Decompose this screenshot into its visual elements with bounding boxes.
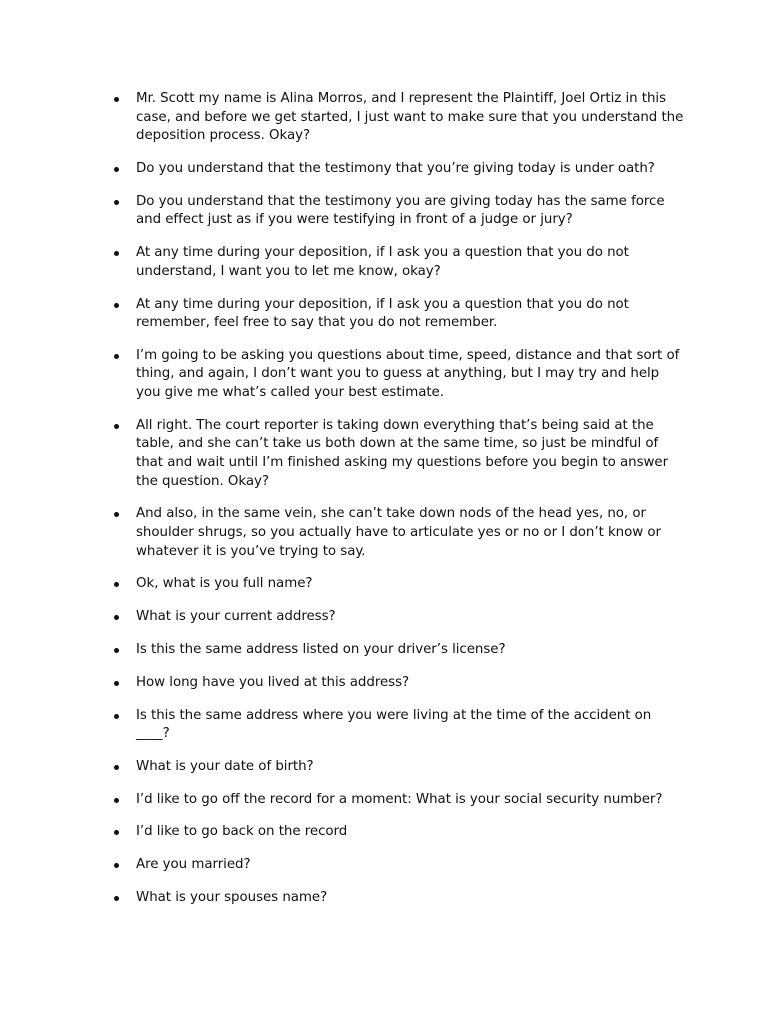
list-item-text: Mr. Scott my name is Alina Morros, and I represent the Plaintiff, Joel Ortiz in this case, and before we get started, I just want to make sure that you understand the deposition process. Okay? [136, 91, 684, 144]
list-item [0, 417, 768, 491]
list-item [0, 674, 768, 693]
bullet-icon [114, 681, 119, 686]
bullet-icon [114, 648, 119, 653]
list-item [0, 889, 768, 908]
question-list [0, 90, 768, 922]
bullet-icon [114, 97, 119, 102]
list-item [0, 791, 768, 810]
list-item [0, 823, 768, 842]
bullet-icon [114, 765, 119, 770]
list-item-text: I’m going to be asking you questions about time, speed, distance and that sort of thing, and again, I don’t want you to guess at anything, but I may try and help you give me what’s called your best estimate. [136, 347, 680, 401]
bullet-icon [114, 512, 119, 517]
list-item-text: Ok, what is you full name? [136, 576, 313, 592]
list-item [0, 575, 768, 594]
bullet-icon [114, 830, 119, 835]
list-item [0, 856, 768, 875]
list-item-text: How long have you lived at this address? [136, 674, 410, 690]
bullet-icon [114, 615, 119, 620]
list-item [0, 160, 768, 179]
list-item [0, 296, 768, 333]
list-item [0, 505, 768, 561]
list-item-text: And also, in the same vein, she can’t take down nods of the head yes, no, or shoulder shrugs, so you actually have to articulate yes or no or I don’t know or whatever it is you’ve trying to say. [136, 506, 661, 559]
bullet-icon [114, 303, 119, 308]
list-item-text: What is your spouses name? [136, 890, 328, 905]
list-item [0, 90, 768, 146]
list-item-text: Are you married? [136, 857, 251, 873]
list-item [0, 707, 768, 744]
list-item-text: I’d like to go off the record for a moment: What is your social security number? [136, 791, 663, 807]
bullet-icon [114, 424, 119, 429]
bullet-icon [114, 863, 119, 868]
list-item-text: At any time during your deposition, if I ask you a question that you do not remember, feel free to say that you do not remember. [136, 296, 629, 331]
bullet-icon [114, 251, 119, 256]
bullet-icon [114, 167, 119, 172]
bullet-icon [114, 582, 119, 587]
list-item [0, 758, 768, 777]
list-item-text: Do you understand that the testimony you are giving today has the same force and effect just as if you were testifying in front of a judge or jury? [136, 193, 665, 228]
list-item-text: At any time during your deposition, if I ask you a question that you do not understand, I want you to let me know, okay? [136, 245, 629, 279]
list-item [0, 347, 768, 403]
list-item [0, 193, 768, 230]
bullet-icon [114, 896, 119, 901]
list-item-text: What is your current address? [136, 609, 336, 625]
bullet-icon [114, 714, 119, 719]
list-item-text: I’d like to go back on the record [136, 824, 348, 840]
list-item-text: What is your date of birth? [136, 758, 314, 774]
list-item-text: All right. The court reporter is taking down everything that’s being said at the table, and she can’t take us both down at the same time, so just be mindful of that and wait until I’m finished asking my questions before you begin to answer the question. Okay? [136, 417, 669, 489]
list-item-text: Do you understand that the testimony that you’re giving today is under oath? [136, 160, 655, 176]
bullet-icon [114, 200, 119, 205]
bullet-icon [114, 798, 119, 803]
bullet-icon [114, 354, 119, 359]
list-item [0, 244, 768, 281]
list-item-text: Is this the same address where you were living at the time of the accident on ____? [136, 707, 652, 742]
list-item-text: Is this the same address listed on your driver’s license? [136, 641, 506, 657]
list-item [0, 641, 768, 660]
list-item [0, 608, 768, 627]
